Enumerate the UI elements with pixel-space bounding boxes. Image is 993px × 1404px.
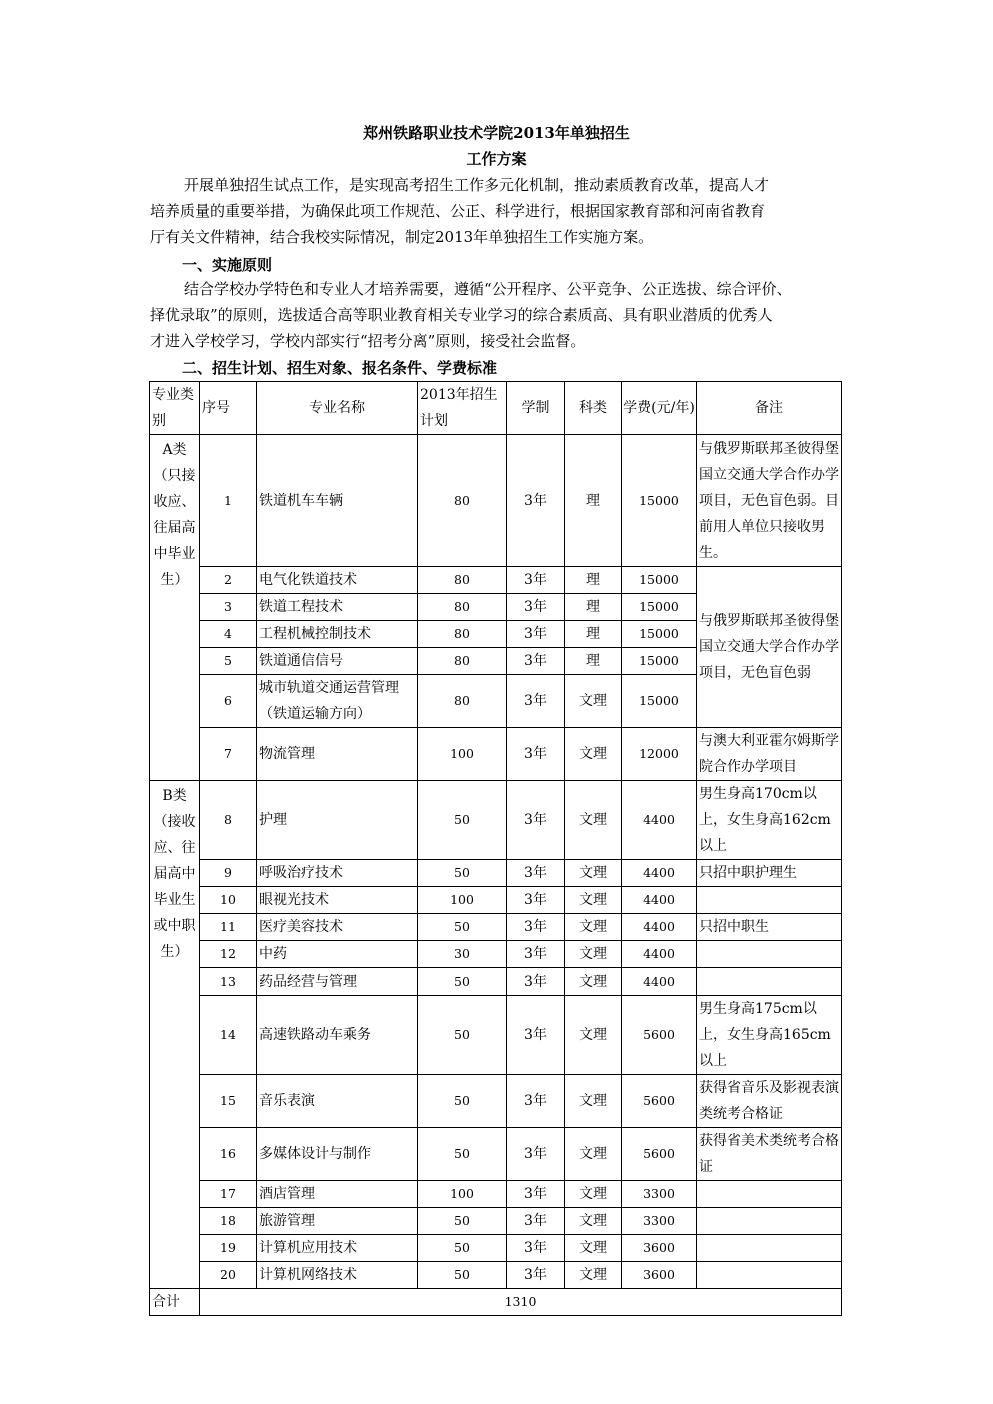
fee-cell: 15000: [622, 435, 697, 567]
table-row: [150, 860, 842, 887]
seq-cell: 2: [200, 567, 257, 594]
seq-cell: 11: [200, 914, 257, 941]
principle-line: 择优录取”的原则，选拔适合高等职业教育相关专业学习的综合素质高、具有职业潜质的优秀人: [150, 306, 773, 324]
fee-cell: 3300: [622, 1181, 697, 1208]
total-label: 合计: [150, 1289, 200, 1316]
fee-cell: 4400: [622, 941, 697, 968]
table-total-row: [150, 1289, 842, 1316]
seq-cell: 13: [200, 968, 257, 996]
subject-cell: 理: [565, 435, 622, 567]
plan-cell: 50: [418, 1128, 507, 1181]
remark-cell: 男生身高170cm以上，女生身高162cm以上: [697, 781, 842, 860]
plan-cell: 50: [418, 968, 507, 996]
remark-cell: 与俄罗斯联邦圣彼得堡国立交通大学合作办学项目，无色盲色弱。目前用人单位只接收男生。: [697, 435, 842, 567]
plan-cell: 50: [418, 1235, 507, 1262]
remark-cell: [697, 1208, 842, 1235]
subject-cell: 理: [565, 594, 622, 621]
major-cell: 旅游管理: [257, 1208, 418, 1235]
remark-cell: [697, 968, 842, 996]
subject-cell: 理: [565, 567, 622, 594]
fee-cell: 5600: [622, 996, 697, 1075]
duration-cell: 3年: [507, 1128, 565, 1181]
seq-cell: 12: [200, 941, 257, 968]
plan-cell: 80: [418, 435, 507, 567]
major-cell: 计算机网络技术: [257, 1262, 418, 1289]
total-value: 1310: [200, 1289, 842, 1316]
duration-cell: 3年: [507, 621, 565, 648]
remark-cell: [697, 887, 842, 914]
section1-heading: 一、实施原则: [182, 256, 273, 274]
major-cell: 计算机应用技术: [257, 1235, 418, 1262]
subject-cell: 文理: [565, 675, 622, 728]
table-row: [150, 1128, 842, 1181]
seq-cell: 14: [200, 996, 257, 1075]
table-row: [150, 781, 842, 860]
plan-cell: 80: [418, 621, 507, 648]
fee-cell: 4400: [622, 968, 697, 996]
document-subtitle: 工作方案: [466, 150, 527, 168]
duration-cell: 3年: [507, 996, 565, 1075]
seq-cell: 20: [200, 1262, 257, 1289]
table-row: [150, 1208, 842, 1235]
subject-cell: 文理: [565, 887, 622, 914]
fee-cell: 15000: [622, 621, 697, 648]
category-b-cell: B类（接收应、往届高中毕业生或中职生）: [150, 781, 200, 1289]
header-major: 专业名称: [257, 382, 418, 435]
plan-cell: 80: [418, 648, 507, 675]
remark-cell: [697, 1235, 842, 1262]
document-title: 郑州铁路职业技术学院2013年单独招生: [363, 124, 630, 142]
plan-cell: 50: [418, 914, 507, 941]
table-row: [150, 887, 842, 914]
seq-cell: 4: [200, 621, 257, 648]
plan-cell: 50: [418, 781, 507, 860]
seq-cell: 5: [200, 648, 257, 675]
table-row: [150, 914, 842, 941]
plan-cell: 50: [418, 1262, 507, 1289]
major-cell: 铁道通信信号: [257, 648, 418, 675]
seq-cell: 19: [200, 1235, 257, 1262]
remark-cell: 与澳大利亚霍尔姆斯学院合作办学项目: [697, 728, 842, 781]
principle-paragraph: [150, 276, 850, 354]
major-cell: 高速铁路动车乘务: [257, 996, 418, 1075]
duration-cell: 3年: [507, 1181, 565, 1208]
subject-cell: 理: [565, 621, 622, 648]
fee-cell: 3600: [622, 1262, 697, 1289]
header-remark: 备注: [697, 382, 842, 435]
plan-cell: 30: [418, 941, 507, 968]
subject-cell: 文理: [565, 728, 622, 781]
fee-cell: 5600: [622, 1075, 697, 1128]
principle-line: 结合学校办学特色和专业人才培养需要，遵循“公开程序、公平竞争、公正选拔、综合评价、: [184, 280, 792, 298]
seq-cell: 8: [200, 781, 257, 860]
remark-cell: [697, 1181, 842, 1208]
seq-cell: 18: [200, 1208, 257, 1235]
plan-cell: 100: [418, 1181, 507, 1208]
table-row: [150, 1262, 842, 1289]
fee-cell: 4400: [622, 914, 697, 941]
remark-cell: 只招中职生: [697, 914, 842, 941]
seq-cell: 3: [200, 594, 257, 621]
duration-cell: 3年: [507, 1208, 565, 1235]
fee-cell: 15000: [622, 594, 697, 621]
header-category: 专业类别: [150, 382, 200, 435]
header-duration: 学制: [507, 382, 565, 435]
duration-cell: 3年: [507, 914, 565, 941]
subject-cell: 文理: [565, 1235, 622, 1262]
seq-cell: 16: [200, 1128, 257, 1181]
major-cell: 工程机械控制技术: [257, 621, 418, 648]
subject-cell: 文理: [565, 860, 622, 887]
plan-cell: 50: [418, 996, 507, 1075]
duration-cell: 3年: [507, 1235, 565, 1262]
subject-cell: 文理: [565, 1128, 622, 1181]
fee-cell: 4400: [622, 781, 697, 860]
duration-cell: 3年: [507, 968, 565, 996]
duration-cell: 3年: [507, 781, 565, 860]
fee-cell: 3600: [622, 1235, 697, 1262]
intro-line: 培养质量的重要举措，为确保此项工作规范、公正、科学进行，根据国家教育部和河南省教育: [150, 202, 766, 220]
duration-cell: 3年: [507, 887, 565, 914]
major-cell: 电气化铁道技术: [257, 567, 418, 594]
header-subject: 科类: [565, 382, 622, 435]
remark-cell: [697, 1262, 842, 1289]
intro-paragraph: [150, 172, 850, 250]
duration-cell: 3年: [507, 1262, 565, 1289]
table-row: [150, 1181, 842, 1208]
remark-cell: 获得省美术类统考合格证: [697, 1128, 842, 1181]
duration-cell: 3年: [507, 1075, 565, 1128]
table-row: [150, 1235, 842, 1262]
header-fee: 学费(元/年): [622, 382, 697, 435]
table-row: [150, 435, 842, 567]
major-cell: 物流管理: [257, 728, 418, 781]
subject-cell: 理: [565, 648, 622, 675]
duration-cell: 3年: [507, 675, 565, 728]
fee-cell: 15000: [622, 648, 697, 675]
subject-cell: 文理: [565, 1208, 622, 1235]
major-cell: 酒店管理: [257, 1181, 418, 1208]
plan-cell: 50: [418, 1075, 507, 1128]
fee-cell: 15000: [622, 675, 697, 728]
fee-cell: 12000: [622, 728, 697, 781]
remark-cell: 只招中职护理生: [697, 860, 842, 887]
fee-cell: 4400: [622, 887, 697, 914]
plan-cell: 100: [418, 728, 507, 781]
header-seq: 序号: [200, 382, 257, 435]
seq-cell: 9: [200, 860, 257, 887]
plan-cell: 100: [418, 887, 507, 914]
seq-cell: 17: [200, 1181, 257, 1208]
duration-cell: 3年: [507, 435, 565, 567]
fee-cell: 5600: [622, 1128, 697, 1181]
duration-cell: 3年: [507, 567, 565, 594]
remark-cell: 男生身高175cm以上，女生身高165cm以上: [697, 996, 842, 1075]
major-cell: 铁道机车车辆: [257, 435, 418, 567]
table-row: [150, 567, 842, 594]
subject-cell: 文理: [565, 941, 622, 968]
subject-cell: 文理: [565, 914, 622, 941]
major-cell: 中药: [257, 941, 418, 968]
merged-remark-cell: 与俄罗斯联邦圣彼得堡国立交通大学合作办学项目，无色盲色弱: [697, 567, 842, 728]
plan-cell: 80: [418, 594, 507, 621]
subject-cell: 文理: [565, 996, 622, 1075]
duration-cell: 3年: [507, 648, 565, 675]
subject-cell: 文理: [565, 781, 622, 860]
major-cell: 医疗美容技术: [257, 914, 418, 941]
category-a-cell: A类（只接收应、往届高中毕业生）: [150, 435, 200, 781]
major-cell: 城市轨道交通运营管理（铁道运输方向）: [257, 675, 418, 728]
duration-cell: 3年: [507, 594, 565, 621]
plan-cell: 80: [418, 567, 507, 594]
table-header-row: [150, 382, 842, 435]
major-cell: 呼吸治疗技术: [257, 860, 418, 887]
fee-cell: 3300: [622, 1208, 697, 1235]
section2-heading: 二、招生计划、招生对象、报名条件、学费标准: [182, 359, 498, 377]
subject-cell: 文理: [565, 1181, 622, 1208]
enrollment-plan-table: [149, 381, 842, 1316]
subject-cell: 文理: [565, 1075, 622, 1128]
table-row: [150, 1075, 842, 1128]
major-cell: 铁道工程技术: [257, 594, 418, 621]
duration-cell: 3年: [507, 941, 565, 968]
header-plan: 2013年招生计划: [418, 382, 507, 435]
duration-cell: 3年: [507, 860, 565, 887]
seq-cell: 7: [200, 728, 257, 781]
fee-cell: 4400: [622, 860, 697, 887]
major-cell: 护理: [257, 781, 418, 860]
plan-cell: 50: [418, 1208, 507, 1235]
table-row: [150, 996, 842, 1075]
seq-cell: 1: [200, 435, 257, 567]
duration-cell: 3年: [507, 728, 565, 781]
table-row: [150, 968, 842, 996]
fee-cell: 15000: [622, 567, 697, 594]
plan-cell: 50: [418, 860, 507, 887]
principle-line: 才进入学校学习，学校内部实行“招考分离”原则，接受社会监督。: [150, 332, 586, 350]
intro-line: 开展单独招生试点工作，是实现高考招生工作多元化机制，推动素质教育改革，提高人才: [184, 176, 770, 194]
major-cell: 音乐表演: [257, 1075, 418, 1128]
major-cell: 眼视光技术: [257, 887, 418, 914]
remark-cell: 获得省音乐及影视表演类统考合格证: [697, 1075, 842, 1128]
table-row: [150, 941, 842, 968]
remark-cell: [697, 941, 842, 968]
intro-line: 厅有关文件精神，结合我校实际情况，制定2013年单独招生工作实施方案。: [150, 228, 654, 246]
table-row: [150, 728, 842, 781]
plan-cell: 80: [418, 675, 507, 728]
seq-cell: 15: [200, 1075, 257, 1128]
seq-cell: 6: [200, 675, 257, 728]
seq-cell: 10: [200, 887, 257, 914]
major-cell: 药品经营与管理: [257, 968, 418, 996]
subject-cell: 文理: [565, 968, 622, 996]
major-cell: 多媒体设计与制作: [257, 1128, 418, 1181]
subject-cell: 文理: [565, 1262, 622, 1289]
